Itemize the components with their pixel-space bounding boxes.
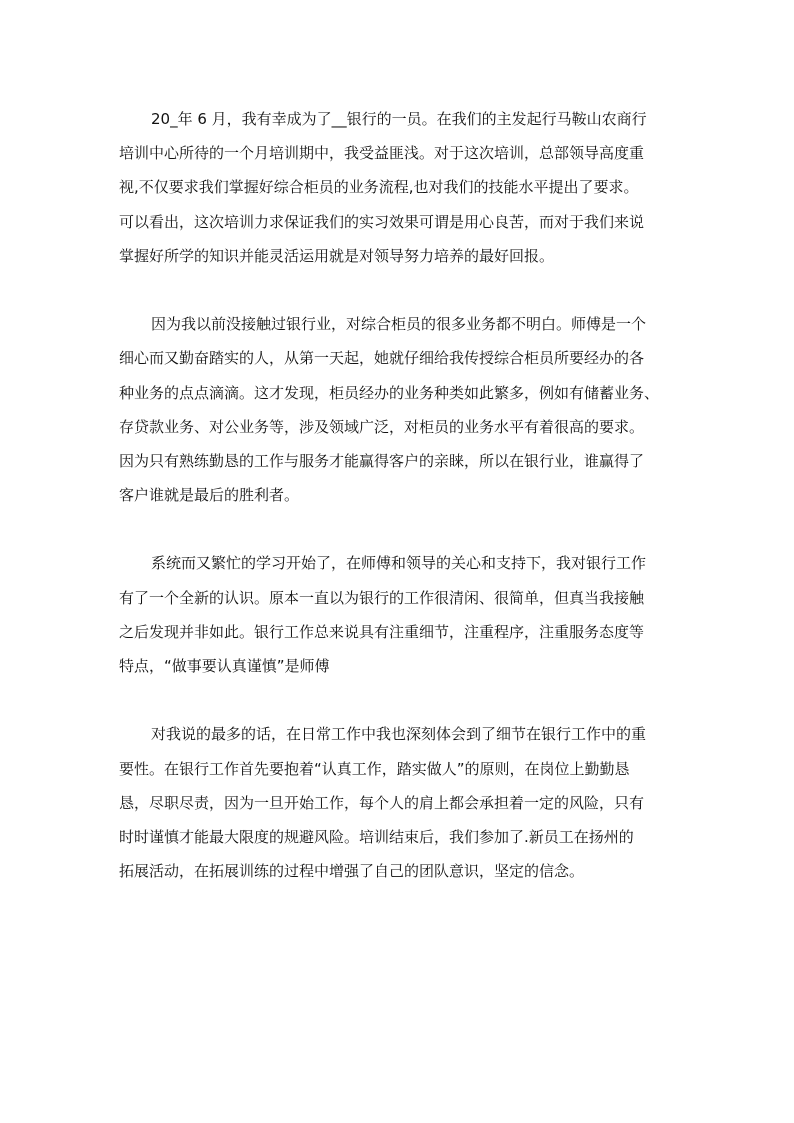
- paragraph-line: 之后发现并非如此。银行工作总来说具有注重细节，注重程序，注重服务态度等: [119, 622, 645, 641]
- paragraph-spacer: [119, 273, 679, 307]
- paragraph-line: 对我说的最多的话，在日常工作中我也深刻体会到了细节在银行工作中的重: [151, 725, 647, 744]
- paragraph-spacer: [119, 683, 679, 717]
- paragraph-4: [119, 717, 679, 888]
- paragraph-line: 种业务的点点滴滴。这才发现，柜员经办的业务种类如此繁多，例如有储蓄业务、: [119, 383, 660, 402]
- paragraph-1: [119, 102, 679, 273]
- paragraph-line: 拓展活动，在拓展训练的过程中增强了自己的团队意识，坚定的信念。: [119, 862, 585, 881]
- paragraph-line: 因为我以前没接触过银行业，对综合柜员的很多业务都不明白。师傅是一个: [151, 315, 647, 334]
- paragraph-line: 培训中心所待的一个月培训期中，我受益匪浅。对于这次培训，总部领导高度重: [119, 144, 645, 163]
- paragraph-2: [119, 307, 679, 512]
- paragraph-line: 掌握好所学的知识并能灵活运用就是对领导努力培养的最好回报。: [119, 246, 555, 265]
- paragraph-line: 视,不仅要求我们掌握好综合柜员的业务流程,也对我们的技能水平提出了要求。: [119, 178, 639, 197]
- paragraph-line: 有了一个全新的认识。原本一直以为银行的工作很清闲、很简单，但真当我接触: [119, 588, 645, 607]
- paragraph-line: 客户谁就是最后的胜利者。: [119, 486, 300, 505]
- paragraph-line: 20_年 6 月，我有幸成为了__银行的一员。在我们的主发起行马鞍山农商行: [151, 110, 647, 128]
- paragraph-line: 系统而又繁忙的学习开始了，在师傅和领导的关心和支持下，我对银行工作: [151, 554, 647, 573]
- paragraph-line: 可以看出，这次培训力求保证我们的实习效果可谓是用心良苦，而对于我们来说: [119, 212, 645, 231]
- paragraph-spacer: [119, 512, 679, 546]
- paragraph-line: 时时谨慎才能最大限度的规避风险。培训结束后，我们参加了.新员工在扬州的: [119, 827, 634, 846]
- paragraph-line: 特点，“做事要认真谨慎”是师傅: [119, 657, 330, 675]
- paragraph-line: 存贷款业务、对公业务等，涉及领域广泛，对柜员的业务水平有着很高的要求。: [119, 417, 645, 436]
- paragraph-3: [119, 546, 679, 683]
- paragraph-line: 要性。在银行工作首先要抱着“认真工作，踏实做人”的原则，在岗位上勤勤恳: [119, 759, 630, 778]
- paragraph-line: 细心而又勤奋踏实的人，从第一天起，她就仔细给我传授综合柜员所要经办的各: [119, 349, 645, 368]
- paragraph-line: 恳，尽职尽责，因为一旦开始工作，每个人的肩上都会承担着一定的风险，只有: [119, 793, 645, 812]
- document-body: [119, 102, 679, 888]
- paragraph-line: 因为只有熟练勤恳的工作与服务才能赢得客户的亲睐，所以在银行业，谁赢得了: [119, 451, 645, 470]
